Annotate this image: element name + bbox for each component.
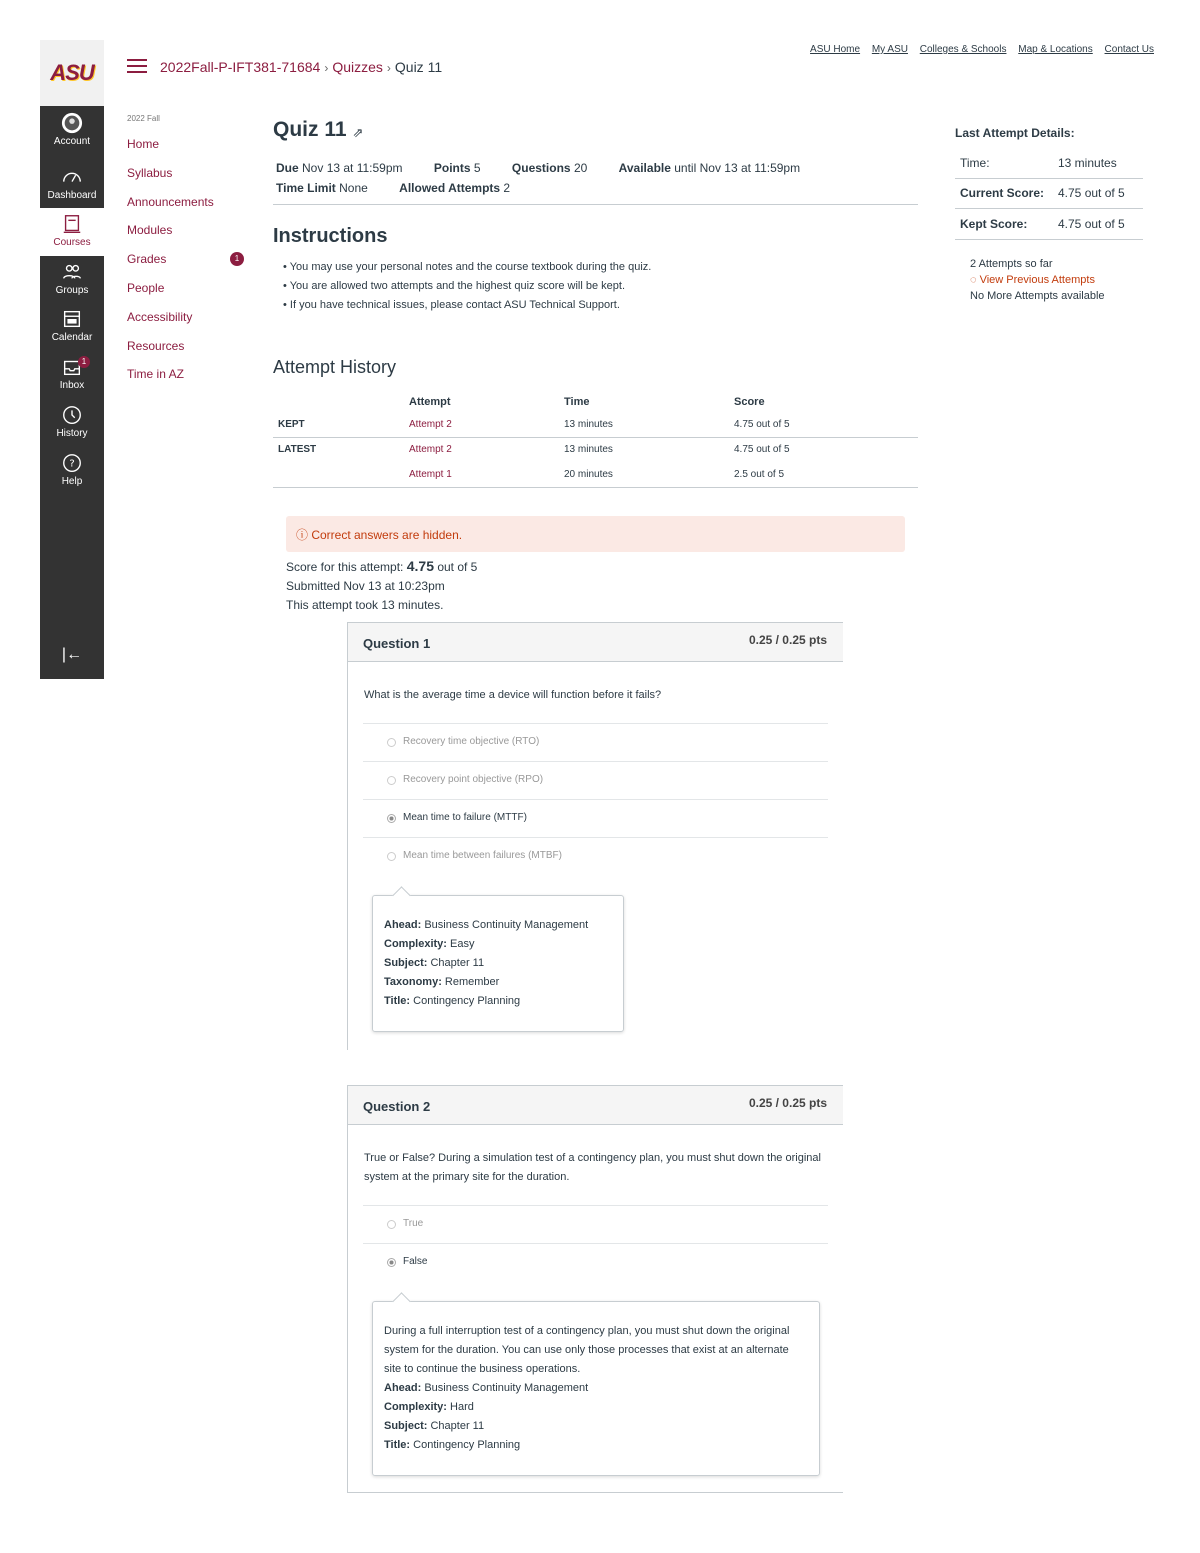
groups-icon xyxy=(61,261,83,283)
answer-option-selected[interactable]: Mean time to failure (MTTF) xyxy=(363,799,828,837)
answer-option[interactable]: Mean time between failures (MTBF) xyxy=(363,837,828,875)
due-info: Due Nov 13 at 11:59pm xyxy=(276,161,403,175)
radio-selected-icon xyxy=(387,1258,396,1267)
instructions-heading: Instructions xyxy=(273,225,388,247)
question-2 xyxy=(347,1085,843,1493)
quiz-details xyxy=(273,158,918,205)
global-nav-calendar[interactable]: Calendar xyxy=(40,308,104,343)
question-name: Question 1 xyxy=(363,636,431,651)
instruction-item: • You may use your personal notes and the course textbook during the quiz. xyxy=(283,258,918,277)
breadcrumb-course-link[interactable]: 2022Fall-P-IFT381-71684 xyxy=(160,59,321,75)
question-text: True or False? During a simulation test of a contingency plan, you must shut down the original system at the primary site for the duration. xyxy=(364,1152,821,1183)
course-nav-resources[interactable]: Resources xyxy=(127,338,185,353)
collapse-nav-button[interactable] xyxy=(40,646,104,664)
instruction-item: • If you have technical issues, please contact ASU Technical Support. xyxy=(283,296,918,315)
question-header xyxy=(348,622,843,662)
course-nav-grades-label: Grades xyxy=(127,252,167,267)
grades-badge: 1 xyxy=(230,252,244,266)
calendar-icon xyxy=(61,308,83,330)
radio-icon xyxy=(387,852,396,861)
global-nav-dashboard[interactable]: Dashboard xyxy=(40,166,104,201)
breadcrumb-separator-icon: › xyxy=(386,61,391,75)
sidebar-time-row: Time: 13 minutes xyxy=(955,148,1143,179)
top-link-colleges[interactable]: Colleges & Schools xyxy=(919,44,1007,55)
attempt-link[interactable]: Attempt 2 xyxy=(409,444,452,456)
hamburger-menu-button[interactable] xyxy=(127,59,147,75)
question-points: 0.25 / 0.25 pts xyxy=(748,1096,827,1110)
answer-option[interactable]: Recovery point objective (RPO) xyxy=(363,761,828,799)
history-icon xyxy=(61,404,83,426)
attempt-history-table xyxy=(273,392,918,488)
instruction-item: • You are allowed two attempts and the highest quiz score will be kept. xyxy=(283,277,918,296)
attempts-so-far: 2 Attempts so far xyxy=(970,257,1053,270)
time-limit-info: Time Limit None xyxy=(276,181,368,195)
question-feedback: Ahead: Business Continuity Management Complexity: Easy Subject: Chapter 11 Taxonomy: Remember Title: Contingency Planning xyxy=(372,895,624,1032)
course-nav-time-in-az[interactable]: Time in AZ xyxy=(127,367,184,382)
points-info: Points 5 xyxy=(433,161,481,175)
answer-list xyxy=(363,1205,828,1281)
course-nav-modules[interactable]: Modules xyxy=(127,223,173,238)
answer-option[interactable]: Recovery time objective (RTO) xyxy=(363,723,828,761)
feedback-note: During a full interruption test of a contingency plan, you must shut down the original system for the duration. You can use only those processes that exist at an alternate site to continue the business operations. xyxy=(384,1325,790,1375)
sidebar-kept-score-row: Kept Score: 4.75 out of 5 xyxy=(955,209,1143,240)
no-more-attempts: No More Attempts available xyxy=(970,289,1105,302)
attempt-link[interactable]: Attempt 1 xyxy=(409,468,452,480)
top-link-my-asu[interactable]: My ASU xyxy=(871,44,908,55)
asu-logo-box[interactable] xyxy=(40,40,104,106)
course-nav-people[interactable]: People xyxy=(127,280,165,295)
top-link-map[interactable]: Map & Locations xyxy=(1018,44,1093,55)
page-title: Quiz 11 xyxy=(273,118,347,141)
table-row: Attempt 1 20 minutes 2.5 out of 5 xyxy=(273,462,918,487)
attempt-summary: Score for this attempt: 4.75 out of 5 Submitted Nov 13 at 10:23pm This attempt took 13 minutes. xyxy=(286,557,477,615)
attempt-link[interactable]: Attempt 2 xyxy=(409,418,452,430)
course-nav-home[interactable]: Home xyxy=(127,137,160,151)
course-nav-syllabus[interactable]: Syllabus xyxy=(127,165,173,180)
course-nav-grades[interactable] xyxy=(127,252,247,281)
radio-selected-icon xyxy=(387,814,396,823)
sidebar-current-score-row: Current Score: 4.75 out of 5 xyxy=(955,179,1143,210)
attempt-history-heading: Attempt History xyxy=(273,357,397,377)
breadcrumb-current: Quiz 11 xyxy=(394,59,443,75)
global-nav-courses[interactable]: Courses xyxy=(40,208,104,256)
top-link-asu-home[interactable]: ASU Home xyxy=(810,44,861,55)
course-nav-accessibility[interactable]: Accessibility xyxy=(127,309,193,324)
attempt-score: 4.75 xyxy=(406,558,434,574)
answer-list xyxy=(363,723,828,875)
sidebar-title: Last Attempt Details: xyxy=(955,126,1075,140)
account-avatar-icon xyxy=(61,112,83,134)
submitted-time: Submitted Nov 13 at 10:23pm xyxy=(286,579,445,593)
last-attempt-sidebar xyxy=(955,126,1143,304)
asu-logo[interactable]: ASU xyxy=(50,60,94,85)
available-info: Available until Nov 13 at 11:59pm xyxy=(618,161,801,175)
question-text: What is the average time a device will function before it fails? xyxy=(364,689,662,701)
attempt-info xyxy=(955,256,1143,304)
top-links xyxy=(801,44,1154,55)
breadcrumb-quizzes-link[interactable]: Quizzes xyxy=(332,59,383,75)
table-row: KEPT Attempt 2 13 minutes 4.75 out of 5 xyxy=(273,412,918,437)
main-content xyxy=(273,118,918,488)
global-nav-help[interactable]: ? Help xyxy=(40,452,104,487)
question-name: Question 2 xyxy=(363,1099,431,1114)
dashboard-icon xyxy=(61,166,83,188)
global-nav xyxy=(40,106,104,679)
global-nav-inbox[interactable]: 1 Inbox xyxy=(40,356,104,391)
global-nav-groups[interactable]: Groups xyxy=(40,261,104,296)
answer-option-selected[interactable]: False xyxy=(363,1243,828,1281)
course-nav xyxy=(127,114,247,396)
questions-info: Questions 20 xyxy=(511,161,588,175)
breadcrumb-separator-icon: › xyxy=(324,61,329,75)
global-nav-history[interactable]: History xyxy=(40,404,104,439)
course-term: 2022 Fall xyxy=(127,114,160,123)
radio-icon xyxy=(387,1220,396,1229)
top-link-contact[interactable]: Contact Us xyxy=(1104,44,1154,55)
radio-icon xyxy=(387,776,396,785)
instructions-list xyxy=(273,258,918,315)
question-points: 0.25 / 0.25 pts xyxy=(748,633,827,647)
radio-icon xyxy=(387,738,396,747)
view-previous-attempts-link[interactable]: ◌ View Previous Attempts xyxy=(970,273,1095,286)
collapse-arrow-icon: |← xyxy=(61,646,83,663)
breadcrumb xyxy=(160,59,442,75)
table-header-row: Attempt Time Score xyxy=(409,396,765,408)
table-row: LATEST Attempt 2 13 minutes 4.75 out of 5 xyxy=(278,444,790,456)
answer-option[interactable]: True xyxy=(363,1205,828,1243)
course-nav-announcements[interactable]: Announcements xyxy=(127,194,214,209)
help-icon xyxy=(61,452,83,474)
courses-icon xyxy=(61,213,83,235)
question-feedback: During a full interruption test of a contingency plan, you must shut down the original system for the duration. You can use only those processes that exist at an alternate site to continue the business operations. Ahead: Business Continuity Management Complexity: Hard Subject: Chapter 11 Title: Contingency Planning xyxy=(372,1301,820,1476)
allowed-attempts-info: Allowed Attempts 2 xyxy=(399,181,511,195)
svg-text:?: ? xyxy=(69,458,75,470)
question-header xyxy=(348,1085,843,1125)
global-nav-account[interactable]: Account xyxy=(40,112,104,147)
attempt-duration: This attempt took 13 minutes. xyxy=(286,598,444,612)
correct-answers-hidden-alert: ⓘ Correct answers are hidden. xyxy=(286,516,905,552)
inbox-badge: 1 xyxy=(78,356,90,368)
rocket-icon: ⇗ xyxy=(352,124,364,140)
question-1 xyxy=(347,622,843,1050)
